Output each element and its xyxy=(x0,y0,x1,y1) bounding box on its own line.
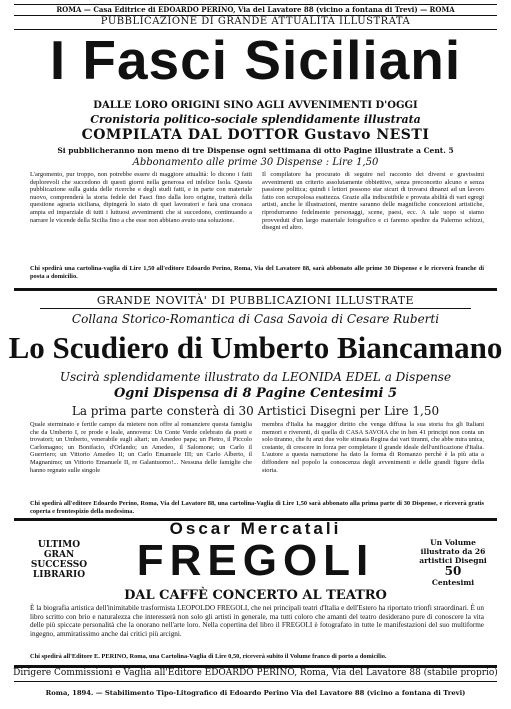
right-box-line-5: Centesimi xyxy=(431,578,475,587)
scudiero-banner: GRANDE NOVITÀ' DI PUBBLICAZIONI ILLUSTRATE xyxy=(96,294,415,307)
scudiero-order: Chi spedirà all'editore Edoardo Perino, Roma, Via del Lavatore 88, una cartolina-Vaglia di Lire 1,50 sarà abbonato alla prima parte di 30 Dispense, e riceverà gratis coperta e frontespizio della medesima. xyxy=(30,500,484,515)
fregoli-right-box xyxy=(412,538,494,587)
fasci-subtitle: DALLE LORO ORIGINI SINO AGLI AVVENIMENTI D'OGGI xyxy=(93,100,418,111)
series-heading: PUBBLICAZIONE DI GRANDE ATTUALITÀ ILLUSTRATA xyxy=(100,16,411,27)
scudiero-title: Lo Scudiero di Umberto Biancamano xyxy=(8,330,503,365)
left-box-line-3: SUCCESSO xyxy=(30,560,88,570)
left-box-line-1: ULTIMO xyxy=(37,540,81,550)
right-box-line-2: illustrato da 26 xyxy=(420,547,486,556)
fasci-text-left: L'argomento, pur troppo, non potrebbe essere di maggiore attualità: lo dicono i fatti deplorevoli che succedono di questi giorni nella generosa ed infelice Isola. Questa pubblicazione sulla guida delle ricerche e degli studi fatti, e in parte con materiale nuovo, comprenderà la storia fedele dei Fasci fino dalla loro origine, tratterà della questione agraria siciliana, dipingerà lo stato di quei lavoratori e farà una cronaca ampia ed imparziale di tutti i luttuosi avvenimenti che si succedono, continuando a narrare le vicende della Sicilia fino a che esse non abbiano avuto una soluzione. xyxy=(30,171,252,224)
fregoli-subtitle: DAL CAFFÈ CONCERTO AL TEATRO xyxy=(124,588,387,603)
scudiero-text-left: Quale sterminato e fertile campo da mietere non offre al romanziere questa famiglia che da Umberto I, re prode e leale, annovera: Un Conte Verde celebrato da poeti e trovatori; un Umberto, venerabile sugli altari; un Amedeo papa; un Pietro, il Piccolo Carlomagno; un Bonifacio, d'Orlando; un Amedeo, il Salomone; un Carlo il Guerriero; un Vittorio Amedeo II; un Carlo Emanuele III; un Carlo Alberto, il Magnanimo; un Vittorio Emanuele II, re Galantuomo!... Nessuna delle famiglie che hanno regnato sulle singole xyxy=(30,421,252,474)
fasci-author: COMPILATA DAL DOTTOR Gustavo NESTI xyxy=(81,127,430,143)
fasci-schedule: Si pubblicheranno non meno di tre Dispense ogni settimana di otto Pagine illustrate a Cent. 5 xyxy=(57,146,454,155)
fregoli-body: È la biografia artistica dell'inimitabile trasformista LEOPOLDO FREGOLI, che nei principali teatri d'Italia e dell'Estero ha riportato trionfi straordinari. È un libro scritto con brio e naturalezza che interesserà non solo gli artisti in generale, ma tutti coloro che amanti del teatro desiderano pure di conoscere la vita delle più spiccate personalità che la onorano nell'arte loro. Nella copertina del libro il FREGOLI è fotografato in tutte le manifestazioni del suo multiforme ingegno, ammiratissimo anche dai critici più arcigni. xyxy=(30,604,484,638)
top-publisher-line: ROMA — Casa Editrice di EDOARDO PERINO, Via del Lavatore 88 (vicino a fontana di Trevi) — ROMA xyxy=(56,5,455,14)
scudiero-first-part: La prima parte consterà di 30 Artistici Disegni per Lire 1,50 xyxy=(71,404,440,418)
left-box-line-2: GRAN xyxy=(43,550,75,560)
fregoli-order: Chi spedirà all'Editore E. PERINO, Roma, una Cartolina-Vaglia di Lire 0,50, riceverà subito il Volume franco di porto a domicilio. xyxy=(30,653,387,660)
right-box-price: 50 xyxy=(444,564,462,578)
scudiero-dispensa: Ogni Dispensa di 8 Pagine Centesimi 5 xyxy=(113,386,398,401)
scudiero-illustrator: Uscirà splendidamente illustrato da LEONIDA EDEL a Dispense xyxy=(59,370,452,384)
fasci-order: Chi spedirà una cartolina-vaglia di Lire 1,50 all'editore Edoardo Perino, Roma, Via del Lavatore 88, sarà abbonato alle prime 30 Dispense e le riceverà franche di posta a domicilio. xyxy=(30,265,484,280)
left-box-line-4: LIBRARIO xyxy=(32,570,86,580)
scudiero-collana: Collana Storico-Romantica di Casa Savoia di Cesare Ruberti xyxy=(71,312,440,326)
scudiero-text-right: membra d'Italia ha maggior diritto che venga diffusa la sua storia fra gli Italiani memori e riverenti, di quella di CASA SAVOIA che in ben 41 principi non conta un solo tiranno, che fu anzi due volte stimata Regina dai vari tiranni, che abbe mira unica, costante, di crescere in forza per completare il grande ideale dell'unificazione d'Italia. L'autore a questa narrazione ha dato la forma di Romanzo perchè è la più atta a diffondere nel popolo la conoscenza degli avvenimenti e delle grandi figure della storia. xyxy=(262,421,484,474)
fasci-text-right: Il compilatore ha procurato di seguire nel racconto dei diversi e gravissimi avvenimenti un criterio assolutamente obbiettivo, senza preconcetto alcuno e senza passione politica; quindi i lettori possono star sicuri di trovarsi dinanzi ad un lavoro fatto con scrupolosa esattezza. Grazie alla indiscutibile e provata abilità di vari egregi artisti, anche le illustrazioni, mentre saranno delle magnifiche concezioni artistiche, riprodurranno fedelmente personaggi, scene, paesi, ecc. A tale uopo si siamo provveduti d'un largo materiale fotografico e ci faremo spedire da Palermo schizzi, disegni ed altro. xyxy=(262,171,484,232)
fasci-tagline: Cronistoria politico-sociale splendidamente illustrata xyxy=(90,113,421,126)
fasci-title: I Fasci Siciliani xyxy=(49,29,462,91)
fregoli-author: Oscar Mercatali xyxy=(169,519,342,538)
fasci-subscription: Abbonamento alle prime 30 Dispense : Lire 1,50 xyxy=(132,157,379,168)
right-box-line-1: Un Volume xyxy=(430,538,476,547)
footer-imprint: Roma, 1894. — Stabilimento Tipo-Litografico di Edoardo Perino Via del Lavatore 88 (vicino a fontana di Trevi) xyxy=(45,689,466,697)
right-box-line-3: artistici Disegni xyxy=(419,556,487,565)
fregoli-title: FREGOLI xyxy=(136,536,375,585)
footer-commissions: Dirigere Commissioni e Vaglia all'Editore EDOARDO PERINO, Roma, Via del Lavatore 88 (stabile proprio) xyxy=(13,668,498,678)
